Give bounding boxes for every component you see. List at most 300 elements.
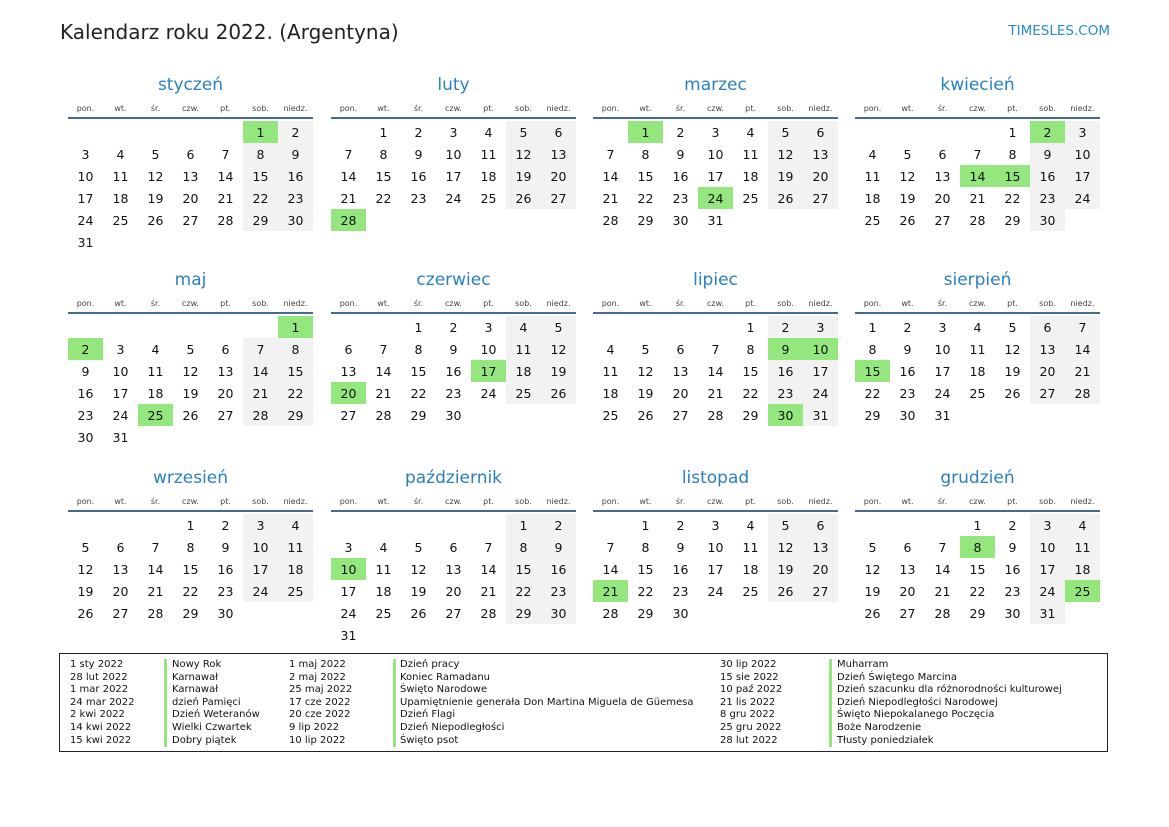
day-cell: 4 — [278, 514, 313, 536]
holiday-date: 25 maj 2022 — [289, 684, 353, 696]
day-cell: 3 — [938, 319, 947, 335]
day-cell: 5 — [868, 539, 877, 555]
day-cell: 13 — [541, 143, 576, 165]
empty-cell — [366, 316, 401, 338]
day-cell: 24 — [77, 212, 94, 228]
day-cell: 18 — [742, 168, 759, 184]
holiday-day-cell: 9 — [768, 338, 803, 360]
day-cell: 14 — [602, 168, 619, 184]
weekday-header — [331, 295, 576, 314]
day-cell: 17 — [803, 360, 838, 382]
day-cell: 12 — [147, 168, 164, 184]
weekday-label: pon. — [601, 299, 620, 308]
month-name: marzec — [684, 75, 747, 95]
day-cell: 5 — [641, 341, 650, 357]
weekday-label: śr. — [675, 299, 686, 308]
day-cell: 14 — [934, 561, 951, 577]
month-6 — [593, 265, 838, 426]
day-cell: 22 — [375, 190, 392, 206]
weekday-label: czw. — [182, 104, 199, 113]
day-cell: 21 — [217, 190, 234, 206]
day-cell: 12 — [410, 561, 427, 577]
holiday-day-cell: 1 — [243, 121, 278, 143]
weekday-label: niedz. — [283, 497, 308, 506]
day-cell: 28 — [934, 605, 951, 621]
holiday-date: 20 cze 2022 — [289, 709, 351, 721]
day-cell: 18 — [864, 190, 881, 206]
day-cell: 23 — [672, 583, 689, 599]
holiday-date: 1 mar 2022 — [70, 684, 129, 696]
day-cell: 16 — [77, 385, 94, 401]
month-name: maj — [174, 270, 207, 290]
day-cell: 11 — [480, 146, 497, 162]
day-cell: 1 — [1008, 124, 1017, 140]
day-cell: 19 — [768, 165, 803, 187]
month-3 — [855, 70, 1100, 231]
day-cell: 27 — [934, 212, 951, 228]
day-cell: 13 — [672, 363, 689, 379]
day-cell: 27 — [899, 605, 916, 621]
day-cell: 15 — [637, 561, 654, 577]
day-grid — [593, 119, 838, 231]
day-cell: 13 — [803, 536, 838, 558]
weekday-label: wt. — [639, 497, 652, 506]
day-cell: 29 — [182, 605, 199, 621]
day-cell: 11 — [375, 561, 392, 577]
day-cell: 22 — [278, 382, 313, 404]
day-grid — [331, 119, 576, 231]
day-cell: 11 — [742, 539, 759, 555]
holiday-name: Święto psot — [400, 734, 459, 746]
day-cell: 23 — [410, 190, 427, 206]
day-cell: 9 — [676, 539, 685, 555]
day-cell: 13 — [182, 168, 199, 184]
day-cell: 8 — [1008, 146, 1017, 162]
day-cell: 14 — [1065, 338, 1100, 360]
month-name: kwiecień — [940, 75, 1015, 95]
day-cell: 7 — [711, 341, 720, 357]
day-cell: 25 — [278, 580, 313, 602]
empty-cell — [68, 514, 103, 536]
day-cell: 1 — [973, 517, 982, 533]
day-cell: 20 — [112, 583, 129, 599]
weekday-label: sob. — [1039, 497, 1056, 506]
weekday-label: niedz. — [546, 104, 571, 113]
day-cell: 23 — [278, 187, 313, 209]
day-cell: 26 — [147, 212, 164, 228]
day-cell: 12 — [1004, 341, 1021, 357]
holiday-date: 2 maj 2022 — [289, 671, 346, 683]
month-10 — [593, 463, 838, 624]
day-grid — [593, 314, 838, 426]
weekday-label: pon. — [863, 104, 882, 113]
site-link[interactable]: TIMESLES.COM — [1008, 23, 1110, 39]
day-cell: 26 — [541, 382, 576, 404]
day-cell: 30 — [1004, 605, 1021, 621]
weekday-label: czw. — [182, 497, 199, 506]
day-cell: 24 — [445, 190, 462, 206]
day-cell: 16 — [217, 561, 234, 577]
day-cell: 2 — [903, 319, 912, 335]
day-cell: 14 — [602, 561, 619, 577]
holiday-day-cell: 14 — [960, 165, 995, 187]
day-cell: 3 — [243, 514, 278, 536]
holiday-name: Dzień Niepodległości Narodowej — [837, 696, 998, 708]
holiday-name: Dobry piątek — [172, 734, 237, 746]
day-cell: 25 — [864, 212, 881, 228]
weekday-header — [593, 295, 838, 314]
day-cell: 26 — [637, 407, 654, 423]
day-cell: 22 — [969, 583, 986, 599]
weekday-label: wt. — [377, 497, 390, 506]
weekday-label: wt. — [639, 104, 652, 113]
day-cell: 3 — [711, 517, 720, 533]
weekday-label: pt. — [220, 104, 231, 113]
day-cell: 22 — [506, 580, 541, 602]
weekday-label: pon. — [76, 104, 95, 113]
day-cell: 27 — [803, 187, 838, 209]
day-cell: 22 — [243, 187, 278, 209]
day-cell: 27 — [1030, 382, 1065, 404]
day-cell: 21 — [375, 385, 392, 401]
weekday-label: pt. — [483, 104, 494, 113]
day-cell: 7 — [344, 146, 353, 162]
day-cell: 17 — [1065, 165, 1100, 187]
day-cell: 9 — [414, 146, 423, 162]
day-cell: 8 — [868, 341, 877, 357]
day-cell: 20 — [934, 190, 951, 206]
day-cell: 21 — [934, 583, 951, 599]
day-cell: 2 — [1008, 517, 1017, 533]
day-cell: 8 — [506, 536, 541, 558]
day-cell: 8 — [641, 146, 650, 162]
day-cell: 26 — [899, 212, 916, 228]
day-cell: 27 — [672, 407, 689, 423]
month-name: wrzesień — [152, 468, 229, 488]
weekday-label: sob. — [1039, 104, 1056, 113]
weekday-header — [68, 295, 313, 314]
holiday-date: 1 sty 2022 — [70, 659, 124, 670]
day-cell: 30 — [899, 407, 916, 423]
weekday-label: sob. — [515, 299, 532, 308]
holiday-day-cell: 15 — [855, 360, 890, 382]
weekday-label: wt. — [114, 497, 127, 506]
day-grid — [855, 512, 1100, 624]
empty-cell — [138, 316, 173, 338]
month-7 — [855, 265, 1100, 426]
day-cell: 7 — [973, 146, 982, 162]
holiday-name: Nowy Rok — [172, 659, 222, 670]
day-cell: 21 — [147, 583, 164, 599]
day-cell: 21 — [340, 190, 357, 206]
day-cell: 5 — [151, 146, 160, 162]
day-cell: 10 — [445, 146, 462, 162]
day-cell: 20 — [541, 165, 576, 187]
holiday-legend — [59, 653, 1108, 752]
day-cell: 16 — [410, 168, 427, 184]
holiday-name: Koniec Ramadanu — [400, 671, 490, 683]
day-cell: 16 — [278, 165, 313, 187]
day-cell: 13 — [445, 561, 462, 577]
day-cell: 22 — [1004, 190, 1021, 206]
day-cell: 5 — [186, 341, 195, 357]
day-cell: 14 — [147, 561, 164, 577]
day-cell: 23 — [1030, 187, 1065, 209]
day-cell: 9 — [449, 341, 458, 357]
holiday-name: Dzień szacunku dla różnorodności kulturowej — [837, 684, 1062, 696]
day-cell: 10 — [934, 341, 951, 357]
day-cell: 24 — [243, 580, 278, 602]
day-cell: 4 — [746, 124, 755, 140]
holiday-name: dzień Pamięci — [172, 696, 241, 708]
day-cell: 23 — [541, 580, 576, 602]
day-cell: 17 — [934, 363, 951, 379]
day-cell: 20 — [182, 190, 199, 206]
day-cell: 8 — [641, 539, 650, 555]
weekday-header — [68, 493, 313, 512]
day-cell: 12 — [637, 363, 654, 379]
month-8 — [68, 463, 313, 624]
day-cell: 18 — [480, 168, 497, 184]
day-cell: 27 — [445, 605, 462, 621]
day-cell: 15 — [506, 558, 541, 580]
empty-cell — [243, 316, 278, 338]
weekday-label: czw. — [707, 497, 724, 506]
month-name: luty — [437, 75, 470, 95]
weekday-label: sob. — [252, 299, 269, 308]
weekday-label: niedz. — [1070, 104, 1095, 113]
day-grid — [855, 119, 1100, 231]
day-cell: 28 — [217, 212, 234, 228]
day-cell: 22 — [637, 190, 654, 206]
weekday-label: śr. — [937, 497, 948, 506]
day-cell: 3 — [344, 539, 353, 555]
day-cell: 2 — [541, 514, 576, 536]
holiday-date: 15 kwi 2022 — [70, 734, 132, 746]
day-cell: 28 — [602, 605, 619, 621]
day-cell: 2 — [449, 319, 458, 335]
empty-cell — [855, 121, 890, 143]
day-cell: 18 — [112, 190, 129, 206]
day-cell: 22 — [864, 385, 881, 401]
empty-cell — [890, 121, 925, 143]
day-grid — [68, 119, 313, 253]
day-cell: 10 — [112, 363, 129, 379]
day-cell: 8 — [278, 338, 313, 360]
day-cell: 3 — [81, 146, 90, 162]
holiday-date: 10 lip 2022 — [289, 734, 346, 746]
holiday-names-col-2 — [400, 659, 694, 747]
day-cell: 14 — [217, 168, 234, 184]
day-cell: 19 — [768, 558, 803, 580]
day-cell: 28 — [602, 212, 619, 228]
day-cell: 19 — [899, 190, 916, 206]
day-cell: 22 — [182, 583, 199, 599]
day-cell: 9 — [676, 146, 685, 162]
holiday-day-cell: 10 — [331, 558, 366, 580]
day-cell: 23 — [217, 583, 234, 599]
weekday-header — [855, 100, 1100, 119]
day-cell: 14 — [243, 360, 278, 382]
day-cell: 19 — [506, 165, 541, 187]
day-cell: 12 — [768, 536, 803, 558]
day-cell: 26 — [768, 187, 803, 209]
day-cell: 19 — [864, 583, 881, 599]
day-cell: 31 — [77, 234, 94, 250]
weekday-header — [331, 100, 576, 119]
empty-cell — [173, 121, 208, 143]
month-name: sierpień — [943, 270, 1012, 290]
day-cell: 9 — [541, 536, 576, 558]
holiday-date: 10 paź 2022 — [720, 684, 783, 696]
empty-cell — [593, 514, 628, 536]
day-cell: 13 — [1030, 338, 1065, 360]
empty-cell — [208, 316, 243, 338]
empty-cell — [68, 316, 103, 338]
day-cell: 1 — [506, 514, 541, 536]
day-cell: 12 — [899, 168, 916, 184]
weekday-label: pt. — [220, 497, 231, 506]
day-cell: 23 — [1004, 583, 1021, 599]
day-cell: 20 — [672, 385, 689, 401]
holiday-day-cell: 8 — [960, 536, 995, 558]
day-cell: 19 — [541, 360, 576, 382]
weekday-label: niedz. — [546, 299, 571, 308]
day-cell: 7 — [379, 341, 388, 357]
day-cell: 29 — [243, 209, 278, 231]
month-2 — [593, 70, 838, 231]
weekday-label: czw. — [445, 497, 462, 506]
day-cell: 21 — [602, 190, 619, 206]
holiday-day-cell: 21 — [593, 580, 628, 602]
day-cell: 30 — [77, 429, 94, 445]
day-cell: 9 — [81, 363, 90, 379]
empty-cell — [138, 514, 173, 536]
weekday-label: niedz. — [283, 104, 308, 113]
day-cell: 25 — [602, 407, 619, 423]
empty-cell — [208, 121, 243, 143]
day-cell: 24 — [112, 407, 129, 423]
day-cell: 6 — [903, 539, 912, 555]
day-cell: 28 — [480, 605, 497, 621]
day-cell: 30 — [278, 209, 313, 231]
weekday-label: pon. — [863, 299, 882, 308]
day-cell: 18 — [278, 558, 313, 580]
day-cell: 29 — [864, 407, 881, 423]
day-cell: 29 — [969, 605, 986, 621]
day-cell: 9 — [278, 143, 313, 165]
day-cell: 17 — [243, 558, 278, 580]
day-cell: 14 — [340, 168, 357, 184]
holiday-date: 17 cze 2022 — [289, 696, 351, 708]
day-cell: 3 — [1030, 514, 1065, 536]
weekday-header — [331, 493, 576, 512]
empty-cell — [925, 514, 960, 536]
day-cell: 11 — [1065, 536, 1100, 558]
holiday-day-cell: 1 — [278, 316, 313, 338]
weekday-label: czw. — [182, 299, 199, 308]
day-cell: 20 — [1030, 360, 1065, 382]
day-cell: 5 — [81, 539, 90, 555]
weekday-label: niedz. — [808, 104, 833, 113]
day-cell: 1 — [641, 517, 650, 533]
holiday-name: Dzień Niepodległości — [400, 721, 505, 733]
day-cell: 31 — [707, 212, 724, 228]
month-5 — [331, 265, 576, 426]
holiday-date: 15 sie 2022 — [720, 671, 779, 683]
holiday-names-col-1 — [172, 659, 260, 747]
day-cell: 16 — [899, 363, 916, 379]
weekday-label: wt. — [377, 299, 390, 308]
day-cell: 18 — [969, 363, 986, 379]
month-1 — [331, 70, 576, 231]
day-cell: 12 — [506, 143, 541, 165]
weekday-label: pt. — [1007, 497, 1018, 506]
holiday-name: Upamiętnienie generała Don Martina Miguela de Güemesa — [400, 696, 694, 708]
weekday-label: pt. — [483, 497, 494, 506]
day-cell: 25 — [506, 382, 541, 404]
day-cell: 17 — [707, 168, 724, 184]
holiday-name: Dzień Weteranów — [172, 709, 260, 721]
day-cell: 4 — [151, 341, 160, 357]
weekday-label: niedz. — [546, 497, 571, 506]
day-cell: 24 — [340, 605, 357, 621]
weekday-label: czw. — [969, 299, 986, 308]
day-cell: 15 — [969, 561, 986, 577]
empty-cell — [68, 121, 103, 143]
day-cell: 15 — [243, 165, 278, 187]
weekday-label: sob. — [777, 497, 794, 506]
empty-cell — [471, 514, 506, 536]
weekday-label: sob. — [252, 497, 269, 506]
day-cell: 4 — [973, 319, 982, 335]
day-cell: 26 — [410, 605, 427, 621]
weekday-label: pon. — [339, 497, 358, 506]
day-cell: 28 — [1065, 382, 1100, 404]
day-cell: 11 — [112, 168, 129, 184]
day-cell: 2 — [676, 517, 685, 533]
day-cell: 29 — [278, 404, 313, 426]
day-cell: 10 — [77, 168, 94, 184]
day-cell: 27 — [217, 407, 234, 423]
day-grid — [331, 314, 576, 426]
day-cell: 2 — [221, 517, 230, 533]
weekday-label: czw. — [707, 104, 724, 113]
day-cell: 31 — [340, 627, 357, 643]
day-cell: 16 — [445, 363, 462, 379]
day-cell: 23 — [768, 382, 803, 404]
day-cell: 19 — [637, 385, 654, 401]
holiday-date: 30 lip 2022 — [720, 659, 777, 670]
weekday-label: śr. — [675, 104, 686, 113]
day-cell: 5 — [541, 316, 576, 338]
day-cell: 10 — [480, 341, 497, 357]
holiday-date: 9 lip 2022 — [289, 721, 340, 733]
day-cell: 22 — [410, 385, 427, 401]
day-cell: 15 — [182, 561, 199, 577]
day-cell: 8 — [414, 341, 423, 357]
day-cell: 24 — [1030, 580, 1065, 602]
day-cell: 18 — [742, 561, 759, 577]
day-cell: 7 — [221, 146, 230, 162]
day-cell: 27 — [803, 580, 838, 602]
day-cell: 26 — [77, 605, 94, 621]
day-cell: 25 — [969, 385, 986, 401]
day-grid — [331, 512, 576, 646]
day-cell: 6 — [676, 341, 685, 357]
day-cell: 31 — [1030, 602, 1065, 624]
day-grid — [68, 512, 313, 624]
